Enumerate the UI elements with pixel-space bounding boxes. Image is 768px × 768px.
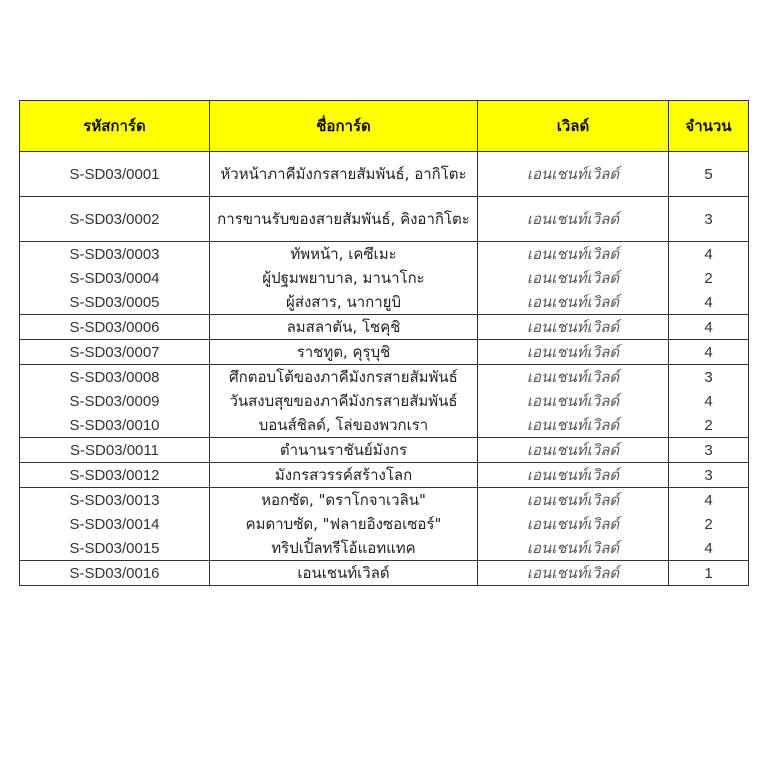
card-name: บอนส์ชิลด์, โล่ของพวกเรา [210,413,478,438]
card-name: หัวหน้าภาคีมังกรสายสัมพันธ์, อากิโตะ [210,152,478,197]
card-name: ทัพหน้า, เคซึเมะ [210,242,478,267]
card-name: ลมสลาตัน, โชคุชิ [210,315,478,340]
card-name: ทริปเปิ้ลทรีโอ้แอทแทค [210,536,478,561]
table-row [20,413,749,438]
card-quantity: 2 [669,512,749,536]
card-world: เอนเชนท์เวิลด์ [478,438,669,463]
card-code: S-SD03/0010 [20,413,210,438]
card-code: S-SD03/0015 [20,536,210,561]
card-name: มังกรสวรรค์สร้างโลก [210,463,478,488]
card-code: S-SD03/0014 [20,512,210,536]
card-code: S-SD03/0011 [20,438,210,463]
card-world: เอนเชนท์เวิลด์ [478,290,669,315]
header-card-name: ชื่อการ์ด [210,101,478,152]
card-name: วันสงบสุขของภาคีมังกรสายสัมพันธ์ [210,389,478,413]
card-world: เอนเชนท์เวิลด์ [478,536,669,561]
card-name: ราชทูต, คุรุบุชิ [210,340,478,365]
card-world: เอนเชนท์เวิลด์ [478,266,669,290]
table-row [20,152,749,197]
card-world: เอนเชนท์เวิลด์ [478,389,669,413]
table-row [20,197,749,242]
card-name: ผู้ส่งสาร, นากายูบิ [210,290,478,315]
card-code: S-SD03/0013 [20,488,210,513]
card-code: S-SD03/0016 [20,561,210,586]
table-row [20,536,749,561]
card-quantity: 3 [669,438,749,463]
table-row [20,340,749,365]
card-quantity: 3 [669,365,749,390]
card-code: S-SD03/0009 [20,389,210,413]
card-name: ผู้ปฐมพยาบาล, มานาโกะ [210,266,478,290]
card-quantity: 4 [669,242,749,267]
card-list-table [19,100,749,586]
card-name: ศึกตอบโต้ของภาคีมังกรสายสัมพันธ์ [210,365,478,390]
header-quantity: จำนวน [669,101,749,152]
card-code: S-SD03/0002 [20,197,210,242]
card-world: เอนเชนท์เวิลด์ [478,340,669,365]
card-code: S-SD03/0005 [20,290,210,315]
card-world: เอนเชนท์เวิลด์ [478,315,669,340]
card-name: หอกซัด, "ดราโกจาเวลิน" [210,488,478,513]
card-world: เอนเชนท์เวิลด์ [478,413,669,438]
card-quantity: 4 [669,488,749,513]
card-code: S-SD03/0012 [20,463,210,488]
card-quantity: 4 [669,340,749,365]
card-code: S-SD03/0008 [20,365,210,390]
card-quantity: 2 [669,266,749,290]
card-world: เอนเชนท์เวิลด์ [478,561,669,586]
card-name: คมดาบซัด, "ฟลายอิงซอเซอร์" [210,512,478,536]
card-quantity: 4 [669,290,749,315]
card-name: การขานรับของสายสัมพันธ์, คิงอากิโตะ [210,197,478,242]
card-world: เอนเชนท์เวิลด์ [478,152,669,197]
header-world: เวิลด์ [478,101,669,152]
card-code: S-SD03/0006 [20,315,210,340]
table-row [20,488,749,513]
card-quantity: 4 [669,536,749,561]
card-world: เอนเชนท์เวิลด์ [478,197,669,242]
table-row [20,438,749,463]
card-quantity: 5 [669,152,749,197]
table-header-row [20,101,749,152]
table-row [20,365,749,390]
card-code: S-SD03/0003 [20,242,210,267]
card-quantity: 4 [669,389,749,413]
card-quantity: 3 [669,197,749,242]
card-name: ตำนานราชันย์มังกร [210,438,478,463]
card-quantity: 3 [669,463,749,488]
card-name: เอนเชนท์เวิลด์ [210,561,478,586]
card-quantity: 4 [669,315,749,340]
table-row [20,315,749,340]
card-world: เอนเชนท์เวิลด์ [478,242,669,267]
table-row [20,463,749,488]
card-quantity: 2 [669,413,749,438]
card-world: เอนเชนท์เวิลด์ [478,488,669,513]
card-quantity: 1 [669,561,749,586]
table-row [20,389,749,413]
card-world: เอนเชนท์เวิลด์ [478,463,669,488]
table-row [20,242,749,267]
table-row [20,290,749,315]
table-row [20,512,749,536]
table-row [20,266,749,290]
header-card-code: รหัสการ์ด [20,101,210,152]
card-world: เอนเชนท์เวิลด์ [478,512,669,536]
table-row [20,561,749,586]
card-code: S-SD03/0004 [20,266,210,290]
card-world: เอนเชนท์เวิลด์ [478,365,669,390]
card-code: S-SD03/0007 [20,340,210,365]
card-code: S-SD03/0001 [20,152,210,197]
